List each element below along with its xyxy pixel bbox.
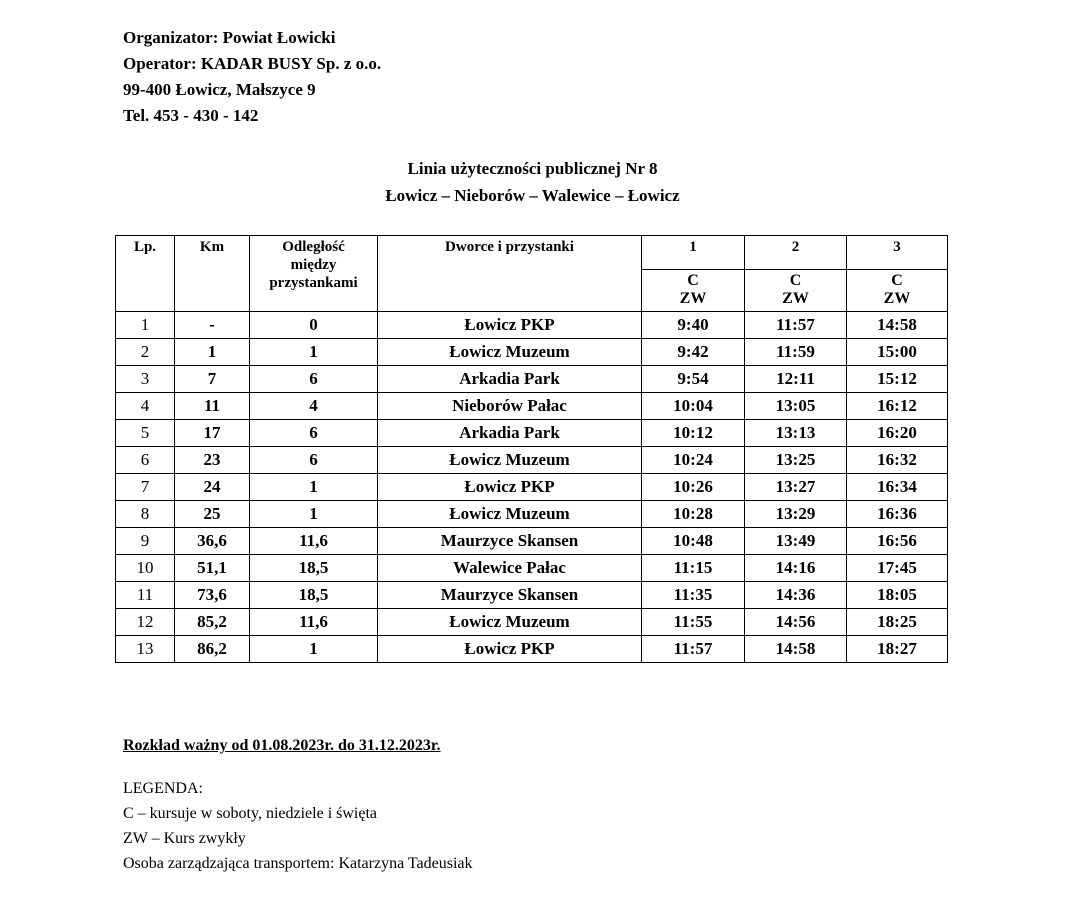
row-time-3: 16:34 bbox=[847, 474, 948, 501]
route-title: Łowicz – Nieborów – Walewice – Łowicz bbox=[385, 186, 680, 205]
validity-period: Rozkład ważny od 01.08.2023r. do 31.12.2023r. bbox=[123, 737, 441, 754]
row-distance: 6 bbox=[250, 366, 378, 393]
row-distance: 18,5 bbox=[250, 555, 378, 582]
row-time-3: 15:00 bbox=[847, 339, 948, 366]
row-time-3: 16:32 bbox=[847, 447, 948, 474]
row-lp: 3 bbox=[116, 366, 175, 393]
row-lp: 4 bbox=[116, 393, 175, 420]
table-row bbox=[116, 528, 948, 555]
row-time-2: 11:59 bbox=[745, 339, 847, 366]
row-time-2: 14:36 bbox=[745, 582, 847, 609]
row-distance: 1 bbox=[250, 339, 378, 366]
row-time-3: 14:58 bbox=[847, 312, 948, 339]
row-lp: 13 bbox=[116, 636, 175, 663]
row-time-2: 14:16 bbox=[745, 555, 847, 582]
row-km: 23 bbox=[175, 447, 250, 474]
row-km: 85,2 bbox=[175, 609, 250, 636]
row-time-2: 11:57 bbox=[745, 312, 847, 339]
table-row bbox=[116, 447, 948, 474]
row-km: 86,2 bbox=[175, 636, 250, 663]
legend-c: C – kursuje w soboty, niedziele i święta bbox=[123, 805, 378, 822]
row-time-2: 14:58 bbox=[745, 636, 847, 663]
row-time-1: 9:54 bbox=[642, 366, 745, 393]
header-course-1: 1 bbox=[642, 236, 745, 270]
row-lp: 11 bbox=[116, 582, 175, 609]
header-km: Km bbox=[175, 236, 250, 312]
course-2-code: C bbox=[789, 272, 802, 289]
row-km: 36,6 bbox=[175, 528, 250, 555]
course-1-codes bbox=[642, 270, 745, 312]
row-time-1: 10:26 bbox=[642, 474, 745, 501]
row-lp: 12 bbox=[116, 609, 175, 636]
header-distance-line3: przystankami bbox=[269, 275, 358, 291]
header-course-3: 3 bbox=[847, 236, 948, 270]
row-km: 24 bbox=[175, 474, 250, 501]
table-row bbox=[116, 582, 948, 609]
row-lp: 9 bbox=[116, 528, 175, 555]
row-distance: 11,6 bbox=[250, 528, 378, 555]
row-time-2: 14:56 bbox=[745, 609, 847, 636]
row-km: 17 bbox=[175, 420, 250, 447]
row-lp: 2 bbox=[116, 339, 175, 366]
row-time-1: 10:28 bbox=[642, 501, 745, 528]
table-row bbox=[116, 474, 948, 501]
row-time-3: 18:25 bbox=[847, 609, 948, 636]
row-stop: Nieborów Pałac bbox=[378, 393, 642, 420]
row-distance: 0 bbox=[250, 312, 378, 339]
row-distance: 11,6 bbox=[250, 609, 378, 636]
row-stop: Łowicz Muzeum bbox=[378, 339, 642, 366]
legend bbox=[123, 776, 473, 876]
row-stop: Łowicz Muzeum bbox=[378, 501, 642, 528]
row-distance: 18,5 bbox=[250, 582, 378, 609]
table-row bbox=[116, 501, 948, 528]
row-stop: Maurzyce Skansen bbox=[378, 582, 642, 609]
row-lp: 5 bbox=[116, 420, 175, 447]
row-distance: 1 bbox=[250, 474, 378, 501]
row-time-1: 10:24 bbox=[642, 447, 745, 474]
row-time-1: 11:15 bbox=[642, 555, 745, 582]
row-km: 25 bbox=[175, 501, 250, 528]
course-1-type: ZW bbox=[679, 290, 707, 307]
row-time-3: 18:27 bbox=[847, 636, 948, 663]
row-lp: 10 bbox=[116, 555, 175, 582]
row-km: 7 bbox=[175, 366, 250, 393]
row-km: 1 bbox=[175, 339, 250, 366]
phone-line: Tel. 453 - 430 - 142 bbox=[123, 106, 259, 125]
row-time-3: 18:05 bbox=[847, 582, 948, 609]
row-time-3: 16:12 bbox=[847, 393, 948, 420]
row-time-1: 10:04 bbox=[642, 393, 745, 420]
transport-manager: Osoba zarządzająca transportem: Katarzyna Tadeusiak bbox=[123, 855, 473, 872]
row-time-1: 9:40 bbox=[642, 312, 745, 339]
table-row bbox=[116, 609, 948, 636]
row-time-3: 15:12 bbox=[847, 366, 948, 393]
course-1-code: C bbox=[687, 272, 699, 289]
table-row bbox=[116, 555, 948, 582]
header-course-2: 2 bbox=[745, 236, 847, 270]
course-3-code: C bbox=[891, 272, 903, 289]
timetable bbox=[115, 235, 948, 663]
row-stop: Łowicz PKP bbox=[378, 474, 642, 501]
table-row bbox=[116, 366, 948, 393]
operator-line: Operator: KADAR BUSY Sp. z o.o. bbox=[123, 54, 382, 73]
row-stop: Łowicz PKP bbox=[378, 636, 642, 663]
row-stop: Walewice Pałac bbox=[378, 555, 642, 582]
row-distance: 1 bbox=[250, 501, 378, 528]
row-stop: Łowicz PKP bbox=[378, 312, 642, 339]
row-distance: 1 bbox=[250, 636, 378, 663]
row-time-1: 11:57 bbox=[642, 636, 745, 663]
row-time-3: 16:36 bbox=[847, 501, 948, 528]
row-time-2: 13:29 bbox=[745, 501, 847, 528]
row-time-2: 13:27 bbox=[745, 474, 847, 501]
row-km: 51,1 bbox=[175, 555, 250, 582]
header-distance bbox=[250, 236, 378, 312]
header-distance-line1: Odległość bbox=[282, 239, 345, 255]
row-stop: Łowicz Muzeum bbox=[378, 447, 642, 474]
address-line: 99-400 Łowicz, Małszyce 9 bbox=[123, 80, 316, 99]
row-distance: 4 bbox=[250, 393, 378, 420]
row-time-2: 13:49 bbox=[745, 528, 847, 555]
row-time-3: 17:45 bbox=[847, 555, 948, 582]
row-time-1: 10:48 bbox=[642, 528, 745, 555]
row-time-2: 13:05 bbox=[745, 393, 847, 420]
table-row bbox=[116, 420, 948, 447]
row-time-2: 13:25 bbox=[745, 447, 847, 474]
organizer-line: Organizator: Powiat Łowicki bbox=[123, 28, 336, 47]
row-stop: Arkadia Park bbox=[378, 420, 642, 447]
course-3-type: ZW bbox=[883, 290, 911, 307]
row-time-2: 13:13 bbox=[745, 420, 847, 447]
table-row bbox=[116, 312, 948, 339]
row-time-1: 10:12 bbox=[642, 420, 745, 447]
row-distance: 6 bbox=[250, 420, 378, 447]
row-stop: Arkadia Park bbox=[378, 366, 642, 393]
row-time-1: 11:55 bbox=[642, 609, 745, 636]
legend-zw: ZW – Kurs zwykły bbox=[123, 830, 246, 847]
row-lp: 8 bbox=[116, 501, 175, 528]
course-2-type: ZW bbox=[782, 290, 809, 307]
row-km: 73,6 bbox=[175, 582, 250, 609]
table-row bbox=[116, 393, 948, 420]
row-lp: 6 bbox=[116, 447, 175, 474]
header-lp: Lp. bbox=[116, 236, 175, 312]
row-lp: 1 bbox=[116, 312, 175, 339]
course-3-codes bbox=[847, 270, 948, 312]
row-time-2: 12:11 bbox=[745, 366, 847, 393]
row-time-1: 9:42 bbox=[642, 339, 745, 366]
course-2-codes bbox=[745, 270, 847, 312]
row-distance: 6 bbox=[250, 447, 378, 474]
row-km: 11 bbox=[175, 393, 250, 420]
row-stop: Maurzyce Skansen bbox=[378, 528, 642, 555]
table-row bbox=[116, 636, 948, 663]
row-lp: 7 bbox=[116, 474, 175, 501]
organizer-block bbox=[123, 25, 381, 129]
line-title: Linia użyteczności publicznej Nr 8 bbox=[407, 159, 658, 178]
row-km: - bbox=[175, 312, 250, 339]
header-stops: Dworce i przystanki bbox=[378, 236, 642, 312]
row-time-3: 16:56 bbox=[847, 528, 948, 555]
legend-title: LEGENDA: bbox=[123, 780, 203, 797]
row-stop: Łowicz Muzeum bbox=[378, 609, 642, 636]
header-distance-line2: między bbox=[290, 257, 337, 273]
table-row bbox=[116, 339, 948, 366]
row-time-1: 11:35 bbox=[642, 582, 745, 609]
row-time-3: 16:20 bbox=[847, 420, 948, 447]
